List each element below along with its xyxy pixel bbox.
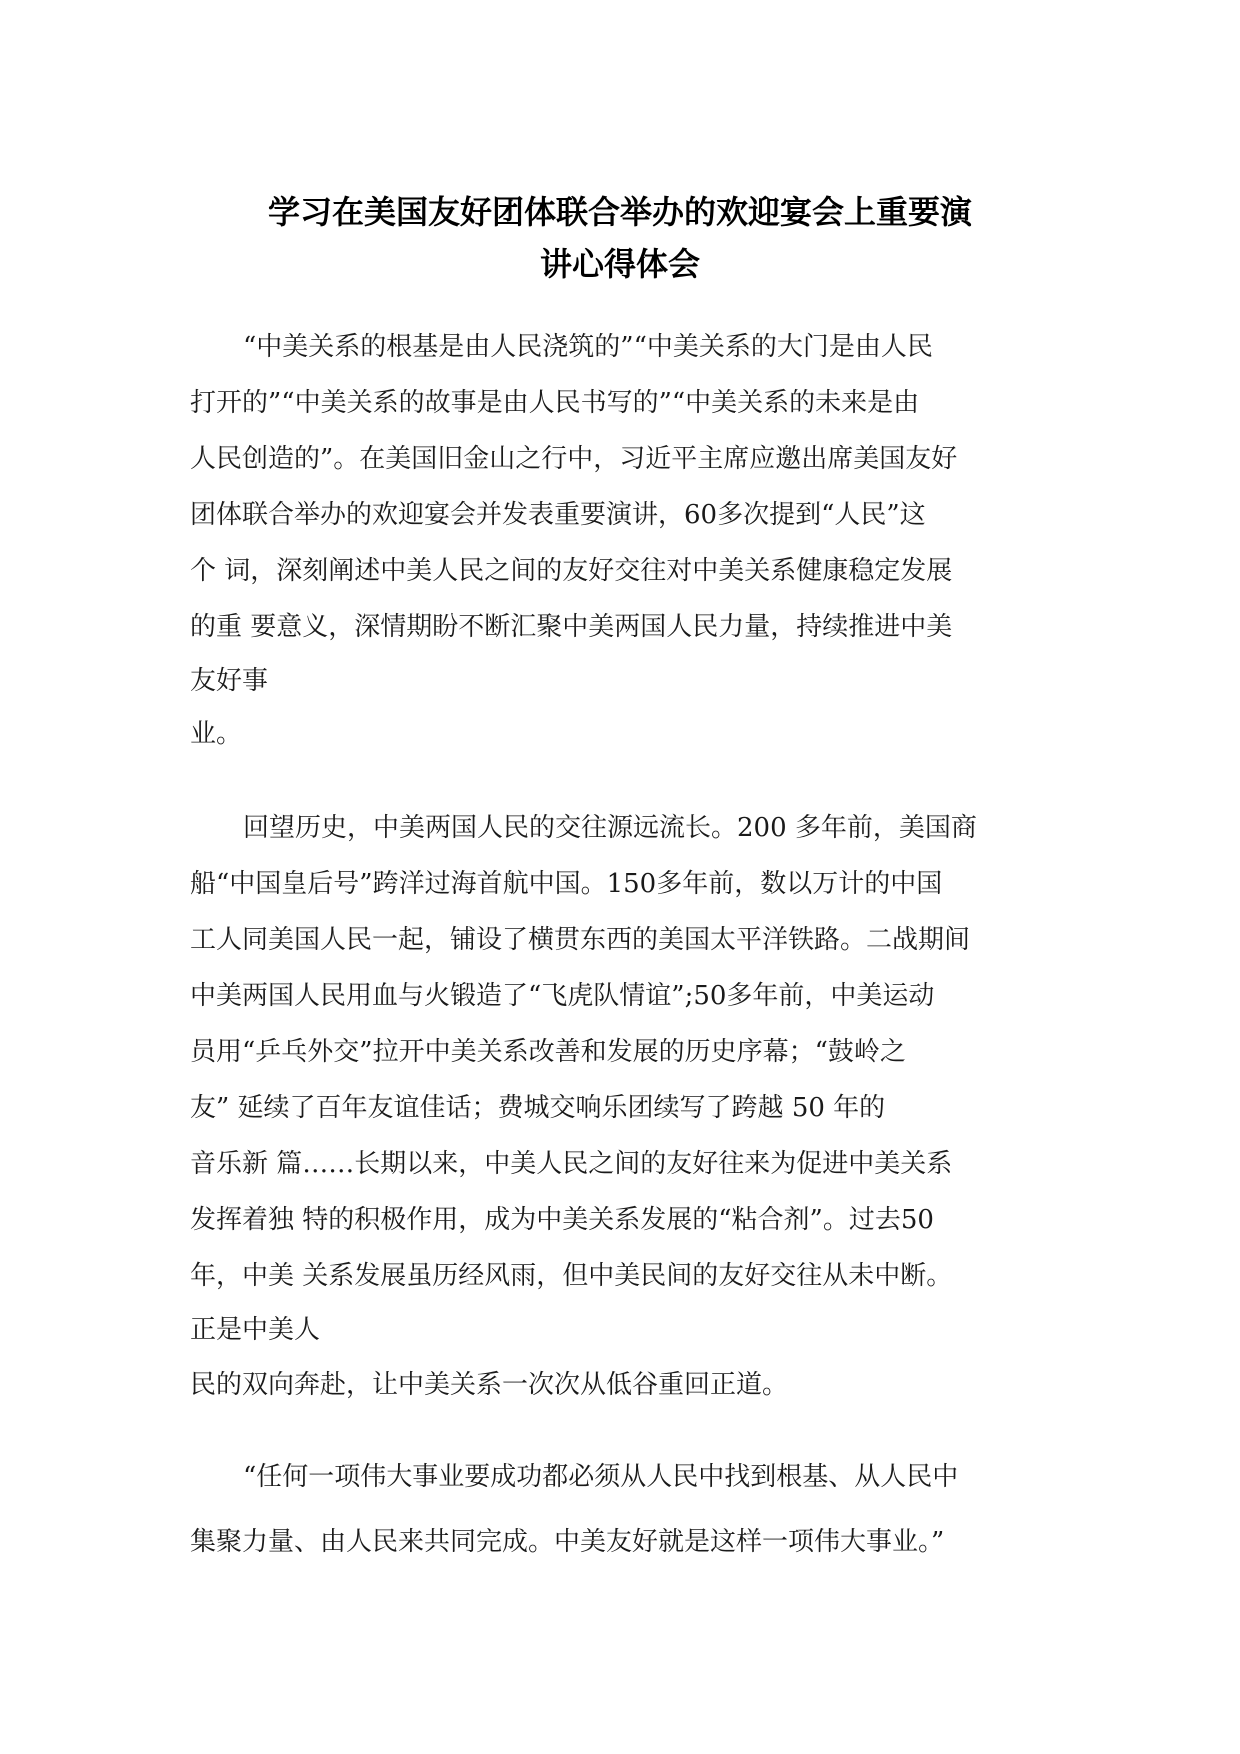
paragraph-2-line-7: 音乐新 篇……长期以来，中美人民之间的友好往来为促进中美关系: [190, 1149, 953, 1179]
paragraph-2-line-11: 民的双向奔赴，让中美关系一次次从低谷重回正道。: [190, 1370, 789, 1400]
paragraph-1-line-5: 个 词，深刻阐述中美人民之间的友好交往对中美关系健康稳定发展: [190, 556, 953, 586]
document-title: [150, 186, 1090, 290]
paragraph-1-line-3: 人民创造的”。在美国旧金山之行中，习近平主席应邀出席美国友好: [190, 444, 958, 474]
paragraph-1-line-4: 团体联合举办的欢迎宴会并发表重要演讲，60多次提到“人民”这: [190, 500, 926, 530]
paragraph-2-line-4: 中美两国人民用血与火锻造了“飞虎队情谊”;50多年前，中美运动: [190, 981, 935, 1011]
paragraph-2-line-5: 员用“乒乓外交”拉开中美关系改善和发展的历史序幕；“鼓岭之: [190, 1037, 906, 1067]
paragraph-1-line-1: “中美关系的根基是由人民浇筑的”“中美关系的大门是由人民: [243, 332, 933, 362]
title-line-1: 学习在美国友好团体联合举办的欢迎宴会上重要演: [267, 193, 972, 231]
paragraph-2-line-2: 船“中国皇后号”跨洋过海首航中国。150多年前，数以万计的中国: [190, 869, 943, 899]
paragraph-1-line-8: 业。: [190, 719, 243, 749]
paragraph-2-line-8: 发挥着独 特的积极作用，成为中美关系发展的“粘合剂”。过去50: [190, 1205, 934, 1235]
paragraph-1-line-7: 友好事: [190, 666, 269, 696]
paragraph-2-line-1: 回望历史，中美两国人民的交往源远流长。200 多年前，美国商: [243, 813, 977, 843]
paragraph-3-line-1: “任何一项伟大事业要成功都必须从人民中找到根基、从人民中: [243, 1462, 959, 1492]
paragraph-2-line-6: 友” 延续了百年友谊佳话；费城交响乐团续写了跨越 50 年的: [190, 1093, 886, 1123]
title-line-2: 讲心得体会: [539, 245, 700, 283]
paragraph-2-line-9: 年，中美 关系发展虽历经风雨，但中美民间的友好交往从未中断。: [190, 1261, 953, 1291]
paragraph-1-line-2: 打开的”“中美关系的故事是由人民书写的”“中美关系的未来是由: [190, 388, 920, 418]
paragraph-2-line-3: 工人同美国人民一起，铺设了横贯东西的美国太平洋铁路。二战期间: [190, 925, 971, 955]
paragraph-2-line-10: 正是中美人: [190, 1315, 321, 1345]
paragraph-1-line-6: 的重 要意义，深情期盼不断汇聚中美两国人民力量，持续推进中美: [190, 612, 953, 642]
paragraph-3-line-2: 集聚力量、由人民来共同完成。中美友好就是这样一项伟大事业。”: [190, 1527, 945, 1557]
